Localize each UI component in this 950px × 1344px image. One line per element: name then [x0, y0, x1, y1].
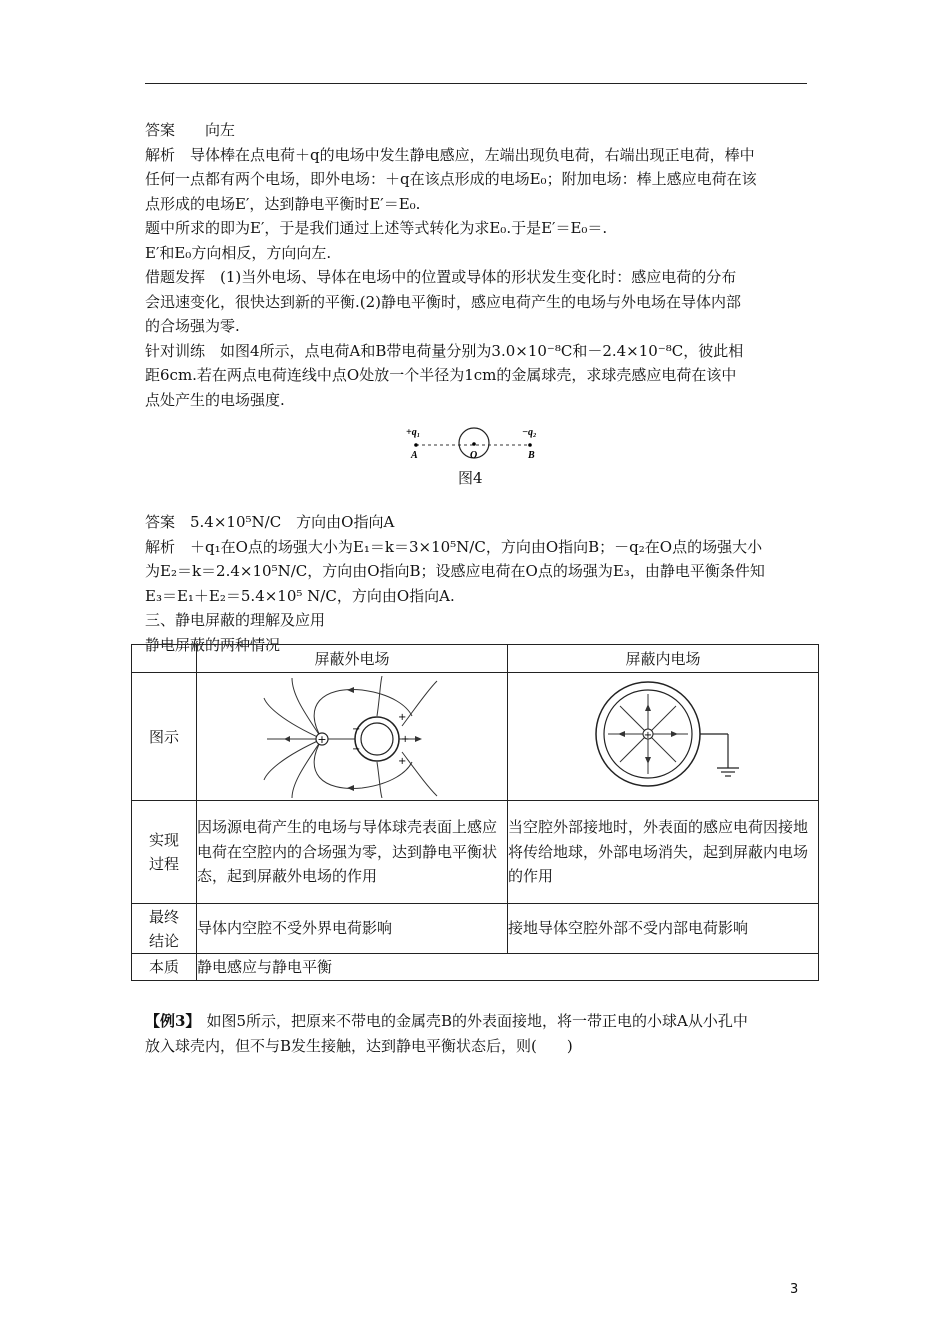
svg-text:+: +: [317, 732, 327, 746]
row-label-result-2: 结论: [148, 931, 179, 950]
svg-text:+: +: [643, 729, 653, 741]
table-row-result: [132, 904, 819, 954]
essence-value: 静电感应与静电平衡: [197, 954, 819, 981]
outer-field-diagram: [262, 676, 442, 798]
extension-line-3: 的合场强为零.: [145, 317, 240, 335]
charge-a-label: +q₁: [406, 427, 421, 438]
example-3-text-2: 放入球壳内，但不与B发生接触，达到静电平衡状态后，则( ): [145, 1036, 573, 1055]
example-3: [145, 1009, 815, 1058]
inner-field-figure-cell: [508, 673, 819, 801]
page-number: 3: [790, 1282, 799, 1297]
result-inner: 接地导体空腔外部不受内部电荷影响: [508, 904, 819, 954]
analysis-line-1: 解析 导体棒在点电荷＋q的电场中发生静电感应，左端出现负电荷，右端出现正电荷，棒中: [145, 145, 755, 164]
analysis-line-4: 题中所求的即为E′，于是我们通过上述等式转化为求E₀.于是E′＝E₀＝.: [145, 219, 608, 237]
table-row-figure: [132, 673, 819, 801]
practice-line-3: 点处产生的电场强度.: [145, 390, 285, 409]
point-a-label: A: [411, 450, 418, 461]
practice-line-1: 针对训练 如图4所示，点电荷A和B带电荷量分别为3.0×10⁻⁸C和－2.4×10⁻⁸C，彼此相: [145, 341, 744, 360]
header-inner: 屏蔽内电场: [508, 645, 819, 673]
example-3-line-1: [145, 1009, 815, 1034]
section-heading: 三、静电屏蔽的理解及应用: [145, 611, 326, 629]
answer-line-2: 答案 5.4×10⁵N/C 方向由O指向A: [145, 513, 395, 531]
row-label-essence: 本质: [132, 954, 197, 981]
answer-line-1: 答案 向左: [145, 121, 236, 139]
table-intro: 静电屏蔽的两种情况: [145, 635, 281, 654]
header-empty-cell: [132, 645, 197, 673]
svg-text:+: +: [401, 733, 410, 745]
svg-text:+: +: [398, 755, 407, 767]
result-outer: 导体内空腔不受外界电荷影响: [197, 904, 508, 954]
row-label-result-1: 最终: [148, 907, 179, 926]
analysis-line-2: 任何一点都有两个电场，即外电场：＋q在该点形成的电场E₀；附加电场：棒上感应电荷在该: [145, 170, 757, 188]
analysis-line-3: 点形成的电场E′，达到静电平衡时E′＝E₀.: [145, 194, 421, 213]
process-inner: 当空腔外部接地时，外表面的感应电荷因接地将传给地球，外部电场消失，起到屏蔽内电场的作用: [508, 801, 819, 904]
analysis2-line-3: E₃＝E₁＋E₂＝5.4×10⁵ N/C，方向由O指向A.: [145, 586, 455, 605]
figure-4-caption: 图4: [458, 469, 483, 487]
header-rule: [145, 83, 807, 84]
row-label-process-1: 实现: [148, 831, 179, 849]
row-label-result: [132, 904, 197, 954]
process-outer: 因场源电荷产生的电场与导体球壳表面上感应电荷在空腔内的合场强为零，达到静电平衡状态，起到屏蔽外电场的作用: [197, 801, 508, 904]
point-b-label: B: [528, 450, 535, 461]
table-header-row: [132, 645, 819, 673]
svg-text:+: +: [398, 711, 407, 723]
table-row-process: [132, 801, 819, 904]
charge-b-label: −q₂: [522, 427, 537, 438]
row-label-process: [132, 801, 197, 904]
outer-field-figure-cell: [197, 673, 508, 801]
figure-4-diagram: [398, 423, 548, 463]
analysis2-line-2: 为E₂＝k＝2.4×10⁵N/C，方向由O指向B；设感应电荷在O点的场强为E₃，由静电平衡条件知: [145, 562, 765, 580]
table-row-essence: [132, 954, 819, 981]
shielding-table: [131, 644, 819, 981]
example-3-text-1: 如图5所示，把原来不带电的金属壳B的外表面接地，将一带正电的小球A从小孔中: [206, 1012, 748, 1030]
body-text: [145, 118, 810, 657]
row-label-figure: 图示: [132, 673, 197, 801]
extension-line-2: 会迅速变化，很快达到新的平衡.(2)静电平衡时，感应电荷产生的电场与外电场在导体内部: [145, 292, 742, 311]
analysis-line-5: E′和E₀方向相反，方向向左.: [145, 243, 332, 262]
inner-field-diagram: [573, 676, 753, 798]
extension-line-1: 借题发挥 (1)当外电场、导体在电场中的位置或导体的形状发生变化时：感应电荷的分布: [145, 268, 737, 286]
svg-text:−: −: [352, 743, 361, 755]
header-outer: 屏蔽外电场: [197, 645, 508, 673]
example-3-tag: 【例3】: [145, 1012, 201, 1030]
analysis2-line-1: 解析 ＋q₁在O点的场强大小为E₁＝k＝3×10⁵N/C，方向由O指向B；－q₂在O点的场强大小: [145, 537, 763, 556]
svg-text:−: −: [352, 723, 361, 735]
practice-line-2: 距6cm.若在两点电荷连线中点O处放一个半径为1cm的金属球壳，求球壳感应电荷在该中: [145, 366, 737, 384]
point-o-label: O: [470, 450, 478, 461]
row-label-process-2: 过程: [148, 855, 179, 873]
